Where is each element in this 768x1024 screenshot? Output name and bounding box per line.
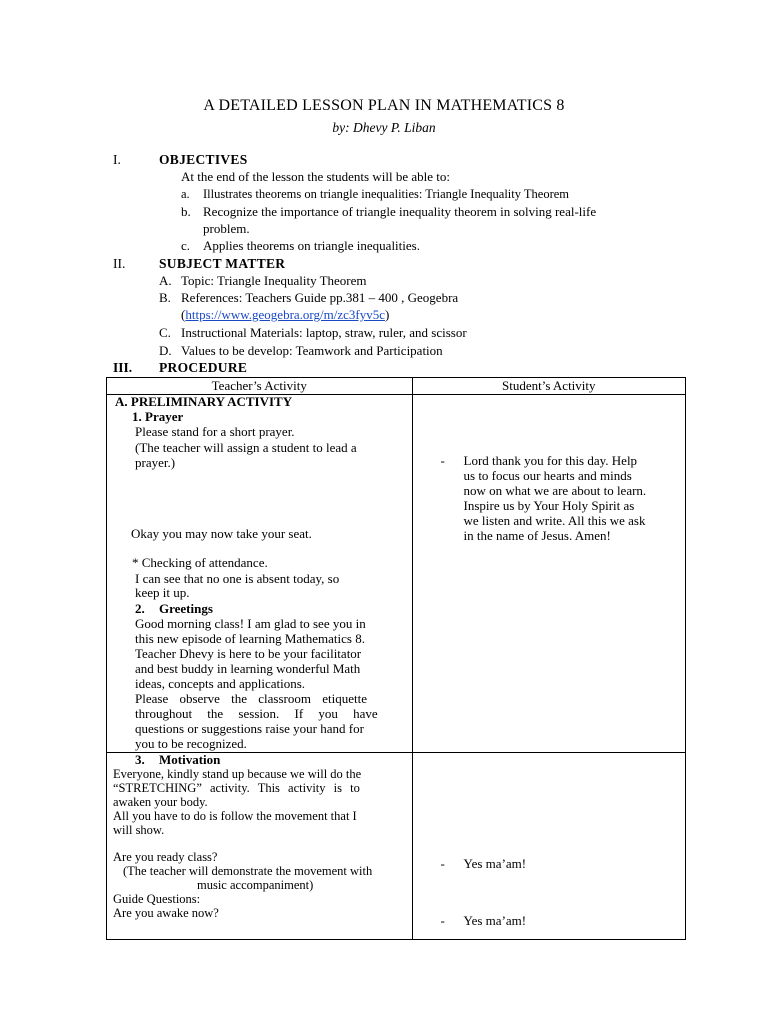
ready-question: Are you ready class? (113, 850, 218, 864)
objective-a-text: Illustrates theorems on triangle inequalities: Triangle Inequality Theorem (203, 187, 570, 201)
greetings-number: 2. (135, 601, 145, 616)
greet-line-7: throughout the session. If you have (135, 706, 378, 721)
answer-dash-1: - (440, 856, 445, 871)
objective-b-text-cont: problem. (203, 221, 250, 236)
geogebra-link[interactable]: https://www.geogebra.org/m/zc3fyv5c (185, 307, 385, 322)
teacher-activity-header: Teacher’s Activity (107, 378, 413, 395)
subject-matter-heading: SUBJECT MATTER (159, 256, 286, 271)
objectives-number: I. (113, 152, 121, 167)
objective-c-text: Applies theorems on triangle inequalities. (203, 238, 420, 253)
preliminary-activity-heading: A. PRELIMINARY ACTIVITY (115, 394, 293, 409)
table-header-row (107, 378, 686, 395)
greet-line-8: questions or suggestions raise your hand for (135, 721, 364, 736)
student-activity-header: Student’s Activity (412, 378, 685, 395)
teacher-cell-motivation (107, 753, 413, 940)
motivation-line-4: All you have to do is follow the movement that I (113, 809, 357, 823)
objective-a-letter: a. (181, 187, 190, 201)
objectives-heading: OBJECTIVES (159, 152, 248, 167)
greet-line-5: ideas, concepts and applications. (135, 676, 306, 691)
absent-line-2: keep it up. (135, 585, 190, 600)
greet-line-2: this new episode of learning Mathematics 8. (135, 631, 365, 646)
link-open-paren: ( (181, 307, 186, 322)
link-close-paren: ) (385, 307, 390, 322)
procedure-number: III. (113, 360, 133, 375)
student-answer-2: Yes ma’am! (463, 913, 527, 928)
prayer-line-1: Please stand for a short prayer. (135, 424, 295, 439)
subject-item-link-line (181, 307, 389, 323)
subject-matter-number: II. (113, 256, 126, 271)
greetings-heading: Greetings (159, 601, 213, 616)
motivation-heading: Motivation (159, 752, 221, 767)
greet-line-3: Teacher Dhevy is here to be your facilitator (135, 646, 362, 661)
subject-item-c-letter: C. (159, 325, 171, 340)
student-prayer-line-4: Inspire us by Your Holy Spirit as (463, 498, 635, 513)
objective-b-letter: b. (181, 204, 191, 219)
greet-line-6: Please observe the classroom etiquette (135, 691, 367, 706)
prayer-line-3: prayer.) (135, 455, 176, 470)
student-prayer-line-6: in the name of Jesus. Amen! (463, 528, 611, 543)
table-row (107, 753, 686, 940)
subject-item-references: References: Teachers Guide pp.381 – 400 , Geogebra (181, 290, 459, 305)
activity-table (106, 377, 686, 940)
teacher-cell-preliminary (107, 395, 413, 753)
subject-item-values: Values to be develop: Teamwork and Participation (181, 343, 443, 358)
motivation-line-5: will show. (113, 823, 165, 837)
awake-question: Are you awake now? (113, 906, 219, 920)
document-title: A DETAILED LESSON PLAN IN MATHEMATICS 8 (203, 97, 565, 114)
subject-item-a-letter: A. (159, 273, 172, 288)
student-cell-prayer (412, 395, 685, 753)
answer-dash-2: - (440, 913, 445, 928)
demo-line-2: music accompaniment) (197, 878, 314, 892)
student-prayer-line-5: we listen and write. All this we ask (463, 513, 646, 528)
subject-item-b-letter: B. (159, 290, 171, 305)
subject-item-topic: Topic: Triangle Inequality Theorem (181, 273, 367, 288)
subject-item-materials: Instructional Materials: laptop, straw, ruler, and scissor (181, 325, 467, 340)
prayer-dash: - (440, 453, 445, 468)
objective-b-text: Recognize the importance of triangle inequality theorem in solving real-life (203, 204, 597, 219)
author-byline: by: Dhevy P. Liban (332, 120, 436, 135)
attendance-text: * Checking of attendance. (132, 555, 268, 570)
greet-line-1: Good morning class! I am glad to see you in (135, 616, 366, 631)
student-cell-motivation (412, 753, 685, 940)
student-answer-1: Yes ma’am! (463, 856, 527, 871)
student-prayer-line-2: us to focus our hearts and minds (463, 468, 632, 483)
prayer-heading: 1. Prayer (132, 409, 184, 424)
subject-item-d-letter: D. (159, 343, 172, 358)
greet-line-9: you to be recognized. (135, 736, 247, 751)
procedure-heading: PROCEDURE (159, 360, 248, 375)
motivation-line-2: “STRETCHING” activity. This activity is to (113, 781, 360, 795)
take-seat-text: Okay you may now take your seat. (131, 526, 312, 541)
absent-line-1: I can see that no one is absent today, so (135, 571, 340, 586)
student-prayer-line-3: now on what we are about to learn. (463, 483, 647, 498)
motivation-line-3: awaken your body. (113, 795, 208, 809)
prayer-line-2: (The teacher will assign a student to lead a (135, 440, 357, 455)
objective-c-letter: c. (181, 238, 191, 253)
motivation-number: 3. (135, 752, 145, 767)
table-row (107, 395, 686, 753)
motivation-line-1: Everyone, kindly stand up because we will do the (113, 767, 362, 781)
objectives-intro: At the end of the lesson the students will be able to: (181, 169, 450, 184)
demo-line-1: (The teacher will demonstrate the movement with (123, 864, 373, 878)
guide-questions-label: Guide Questions: (113, 892, 201, 906)
greet-line-4: and best buddy in learning wonderful Math (135, 661, 361, 676)
student-prayer-line-1: Lord thank you for this day. Help (463, 453, 638, 468)
